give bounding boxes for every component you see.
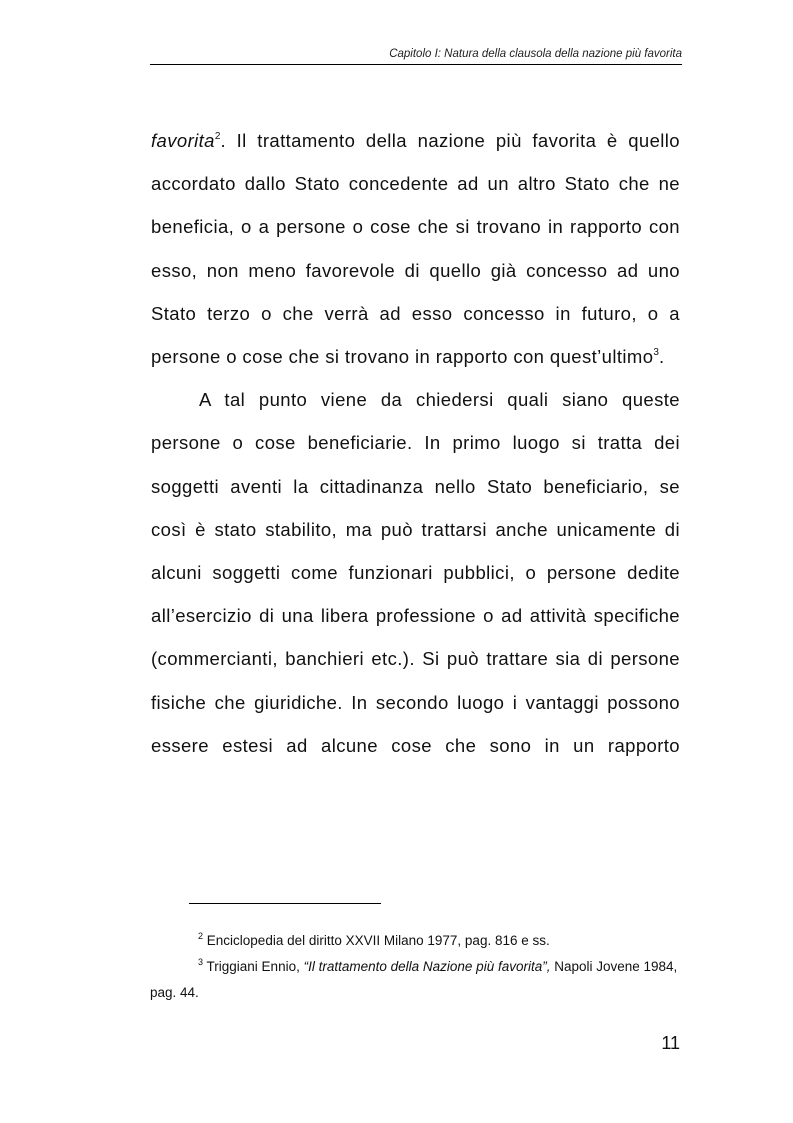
footnote-3: [150, 954, 682, 1006]
footnote-text: Enciclopedia del diritto XXVII Milano 1977, pag. 816 e ss.: [206, 933, 550, 948]
footnote-ref-2: 2: [214, 131, 221, 142]
footnote-author: Triggiani Ennio,: [206, 959, 304, 974]
paragraph-2: A tal punto viene da chiedersi quali siano queste persone o cose beneficiarie. In primo luogo si tratta dei soggetti aventi la cittadinanza nello Stato beneficiario, se così è stato stabilito, ma può trattarsi anche unicamente di alcuni soggetti come funzionari pubblici, o persone dedite all’esercizio di una libera professione o ad attività specifiche (commercianti, banchieri etc.). Si può trattare sia di persone fisiche che giuridiche. In secondo luogo i vantaggi possono essere estesi ad alcune cose che sono in un rapporto: [151, 389, 680, 756]
footnote-number: 3: [198, 957, 204, 967]
footnote-title: “Il trattamento della Nazione più favorita”,: [303, 959, 551, 974]
footnote-number: 2: [198, 931, 204, 941]
paragraph-1-end: .: [658, 346, 665, 368]
footnotes: [150, 928, 682, 1006]
footnote-publisher: Napoli Jovene 1984, pag. 44.: [150, 959, 678, 1000]
body-text: [151, 119, 680, 767]
running-header: Capitolo I: Natura della clausola della nazione più favorita: [389, 48, 682, 60]
header-divider: [150, 64, 682, 65]
page-number: 11: [661, 1033, 680, 1053]
footnote-separator: [189, 903, 381, 904]
paragraph-1: [151, 119, 680, 378]
italic-word: favorita: [151, 130, 215, 151]
footnote-2: [150, 928, 682, 954]
paragraph-1-text: . Il trattamento della nazione più favorita è quello accordato dallo Stato concedente ad un altro Stato che ne beneficia, o a persone o cose che si trovano in rapporto con esso, non meno favorevole di quello già concesso ad uno Stato terzo o che verrà ad esso concesso in futuro, o a persone o cose che si trovano in rapporto con quest’ultimo: [151, 130, 680, 368]
footnote-ref-3: 3: [653, 347, 659, 359]
